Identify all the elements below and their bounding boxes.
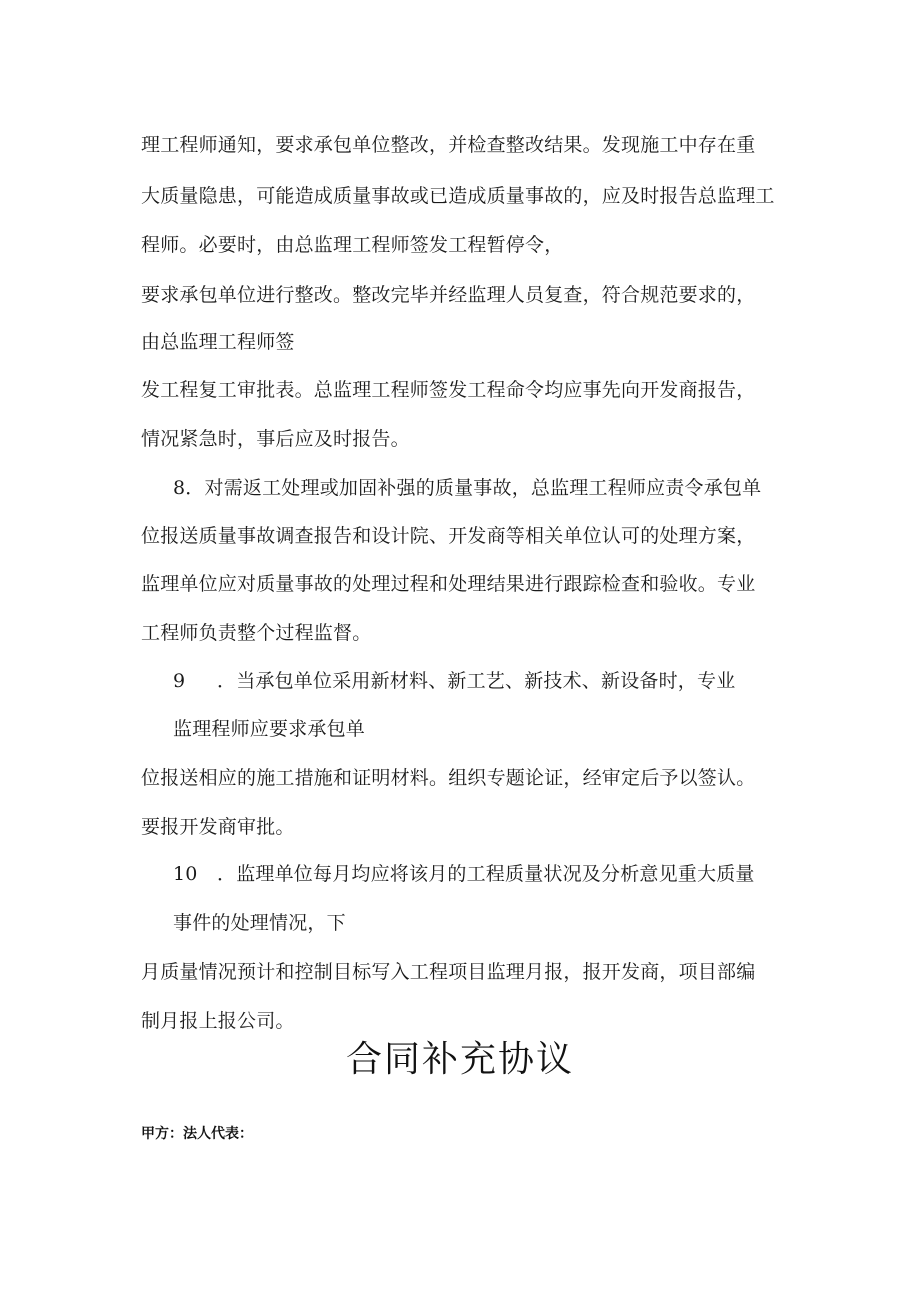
- list-item-9: [173, 669, 735, 693]
- body-line: 情况紧急时，事后应及时报告。: [141, 428, 410, 450]
- body-line: 要报开发商审批。: [141, 816, 295, 838]
- body-line: 由总监理工程师签: [141, 331, 295, 353]
- body-line: 发工程复工审批表。总监理工程师签发工程命令均应事先向开发商报告，: [141, 379, 756, 401]
- body-line: 程师。必要时，由总监理工程师签发工程暂停令，: [141, 234, 564, 256]
- body-line: 月质量情况预计和控制目标写入工程项目监理月报，报开发商，项目部编: [141, 961, 756, 983]
- contract-title: 合同补充协议: [345, 1039, 574, 1080]
- body-line: 要求承包单位进行整改。整改完毕并经监理人员复查，符合规范要求的，: [141, 284, 756, 306]
- item-text: ．监理单位每月均应将该月的工程质量状况及分析意见重大质量: [217, 863, 755, 885]
- item-text: ．当承包单位采用新材料、新工艺、新技术、新设备时，专业: [217, 670, 736, 692]
- body-line: 事件的处理情况，下: [173, 912, 346, 934]
- body-line: 制月报上报公司。: [141, 1010, 295, 1032]
- party-a-label: 甲方：法人代表：: [141, 1126, 253, 1142]
- body-line: 监理程师应要求承包单: [173, 718, 366, 740]
- body-line: 工程师负责整个过程监督。: [141, 622, 372, 644]
- body-line: 理工程师通知，要求承包单位整改，并检查整改结果。发现施工中存在重: [141, 134, 756, 156]
- body-line: 位报送质量事故调查报告和设计院、开发商等相关单位认可的处理方案，: [141, 525, 756, 547]
- list-item-8: [173, 476, 761, 500]
- body-line: 监理单位应对质量事故的处理过程和处理结果进行跟踪检查和验收。专业: [141, 573, 756, 595]
- body-line: 位报送相应的施工措施和证明材料。组织专题论证，经审定后予以签认。: [141, 767, 756, 789]
- body-line: 大质量隐患，可能造成质量事故或已造成质量事故的，应及时报告总监理工: [141, 185, 775, 207]
- item-number: 9: [173, 670, 186, 692]
- item-number: 8: [173, 477, 186, 499]
- item-number: 10: [173, 863, 198, 885]
- list-item-10: [173, 862, 755, 886]
- item-text: ．对需返工处理或加固补强的质量事故，总监理工程师应责令承包单: [185, 477, 762, 499]
